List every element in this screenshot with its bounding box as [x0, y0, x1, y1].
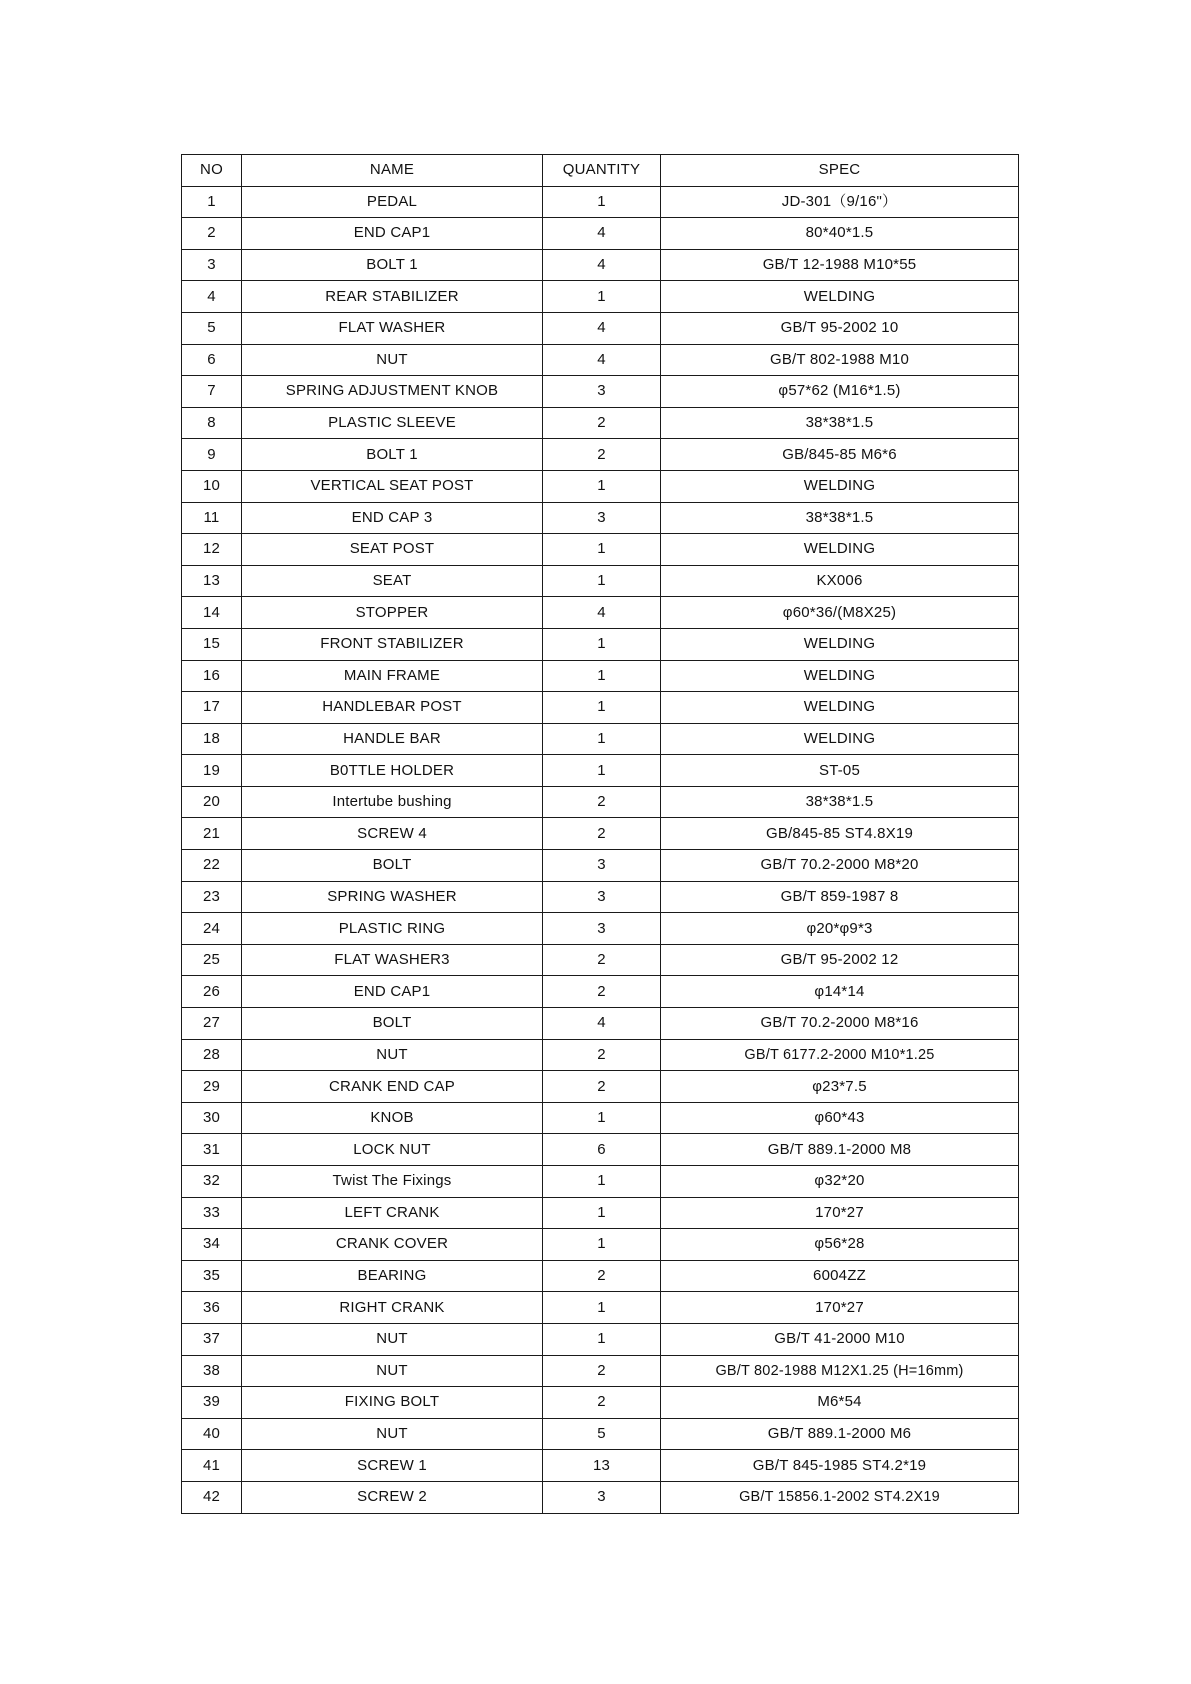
table-row	[182, 755, 1019, 787]
cell-no: 42	[182, 1481, 242, 1513]
table-row	[182, 1355, 1019, 1387]
table-row	[182, 1450, 1019, 1482]
table-row	[182, 565, 1019, 597]
table-row	[182, 470, 1019, 502]
cell-quantity: 1	[543, 628, 661, 660]
cell-name: NUT	[242, 1323, 543, 1355]
cell-quantity: 2	[543, 786, 661, 818]
cell-spec: WELDING	[661, 534, 1019, 566]
table-row	[182, 534, 1019, 566]
cell-spec: GB/T 889.1-2000 M6	[661, 1418, 1019, 1450]
cell-quantity: 3	[543, 376, 661, 408]
table-row	[182, 723, 1019, 755]
cell-spec: GB/T 95-2002 12	[661, 944, 1019, 976]
table-row	[182, 1071, 1019, 1103]
table-row	[182, 376, 1019, 408]
header-row	[182, 155, 1019, 187]
cell-quantity: 3	[543, 502, 661, 534]
cell-quantity: 1	[543, 1102, 661, 1134]
cell-name: VERTICAL SEAT POST	[242, 470, 543, 502]
cell-no: 5	[182, 312, 242, 344]
cell-quantity: 3	[543, 1481, 661, 1513]
cell-no: 39	[182, 1387, 242, 1419]
cell-name: REAR STABILIZER	[242, 281, 543, 313]
cell-name: BOLT 1	[242, 249, 543, 281]
cell-no: 38	[182, 1355, 242, 1387]
cell-no: 9	[182, 439, 242, 471]
cell-quantity: 1	[543, 470, 661, 502]
cell-spec: 38*38*1.5	[661, 407, 1019, 439]
cell-quantity: 2	[543, 1039, 661, 1071]
cell-spec: GB/T 41-2000 M10	[661, 1323, 1019, 1355]
cell-name: NUT	[242, 1355, 543, 1387]
table-row	[182, 407, 1019, 439]
cell-name: STOPPER	[242, 597, 543, 629]
header-spec: SPEC	[661, 155, 1019, 187]
parts-table-body	[182, 186, 1019, 1513]
table-row	[182, 1229, 1019, 1261]
cell-no: 16	[182, 660, 242, 692]
parts-list-sheet	[181, 154, 1018, 1514]
cell-spec: GB/T 845-1985 ST4.2*19	[661, 1450, 1019, 1482]
cell-spec: φ32*20	[661, 1166, 1019, 1198]
cell-no: 10	[182, 470, 242, 502]
cell-quantity: 13	[543, 1450, 661, 1482]
cell-no: 8	[182, 407, 242, 439]
cell-quantity: 1	[543, 723, 661, 755]
cell-quantity: 1	[543, 692, 661, 724]
cell-spec: GB/T 859-1987 8	[661, 881, 1019, 913]
table-row	[182, 1260, 1019, 1292]
cell-spec: GB/T 70.2-2000 M8*16	[661, 1008, 1019, 1040]
cell-spec: GB/T 95-2002 10	[661, 312, 1019, 344]
cell-name: SCREW 1	[242, 1450, 543, 1482]
table-row	[182, 186, 1019, 218]
cell-name: B0TTLE HOLDER	[242, 755, 543, 787]
cell-spec: GB/T 6177.2-2000 M10*1.25	[661, 1039, 1019, 1071]
table-row	[182, 913, 1019, 945]
table-row	[182, 1481, 1019, 1513]
cell-spec: φ56*28	[661, 1229, 1019, 1261]
cell-spec: GB/T 889.1-2000 M8	[661, 1134, 1019, 1166]
header-quantity: QUANTITY	[543, 155, 661, 187]
cell-no: 15	[182, 628, 242, 660]
table-row	[182, 786, 1019, 818]
cell-spec: WELDING	[661, 628, 1019, 660]
cell-no: 30	[182, 1102, 242, 1134]
cell-name: FLAT WASHER	[242, 312, 543, 344]
cell-quantity: 2	[543, 976, 661, 1008]
cell-name: SPRING WASHER	[242, 881, 543, 913]
cell-no: 17	[182, 692, 242, 724]
cell-quantity: 1	[543, 1197, 661, 1229]
cell-quantity: 4	[543, 312, 661, 344]
cell-spec: GB/T 12-1988 M10*55	[661, 249, 1019, 281]
cell-no: 37	[182, 1323, 242, 1355]
cell-name: BOLT	[242, 1008, 543, 1040]
table-row	[182, 881, 1019, 913]
cell-quantity: 2	[543, 1260, 661, 1292]
cell-spec: GB/T 15856.1-2002 ST4.2X19	[661, 1481, 1019, 1513]
cell-quantity: 2	[543, 944, 661, 976]
cell-name: NUT	[242, 1418, 543, 1450]
cell-quantity: 3	[543, 913, 661, 945]
table-row	[182, 249, 1019, 281]
cell-no: 19	[182, 755, 242, 787]
cell-quantity: 1	[543, 186, 661, 218]
cell-no: 21	[182, 818, 242, 850]
cell-name: BOLT	[242, 850, 543, 882]
cell-spec: 170*27	[661, 1292, 1019, 1324]
cell-quantity: 2	[543, 439, 661, 471]
cell-name: Twist The Fixings	[242, 1166, 543, 1198]
cell-quantity: 3	[543, 850, 661, 882]
cell-quantity: 1	[543, 660, 661, 692]
cell-quantity: 2	[543, 1071, 661, 1103]
table-row	[182, 1134, 1019, 1166]
cell-name: NUT	[242, 344, 543, 376]
table-row	[182, 976, 1019, 1008]
table-row	[182, 439, 1019, 471]
cell-name: HANDLE BAR	[242, 723, 543, 755]
cell-no: 11	[182, 502, 242, 534]
table-row	[182, 818, 1019, 850]
cell-no: 12	[182, 534, 242, 566]
cell-name: LEFT CRANK	[242, 1197, 543, 1229]
table-row	[182, 1166, 1019, 1198]
table-row	[182, 1418, 1019, 1450]
cell-name: RIGHT CRANK	[242, 1292, 543, 1324]
cell-spec: WELDING	[661, 723, 1019, 755]
cell-no: 27	[182, 1008, 242, 1040]
table-row	[182, 1039, 1019, 1071]
cell-no: 6	[182, 344, 242, 376]
cell-quantity: 4	[543, 344, 661, 376]
table-row	[182, 692, 1019, 724]
cell-name: SCREW 4	[242, 818, 543, 850]
cell-name: SCREW 2	[242, 1481, 543, 1513]
cell-no: 32	[182, 1166, 242, 1198]
cell-quantity: 1	[543, 1229, 661, 1261]
cell-no: 23	[182, 881, 242, 913]
table-row	[182, 660, 1019, 692]
cell-name: PLASTIC RING	[242, 913, 543, 945]
cell-no: 25	[182, 944, 242, 976]
cell-quantity: 1	[543, 1166, 661, 1198]
cell-name: SEAT POST	[242, 534, 543, 566]
cell-name: FRONT STABILIZER	[242, 628, 543, 660]
cell-no: 33	[182, 1197, 242, 1229]
header-name: NAME	[242, 155, 543, 187]
cell-spec: 6004ZZ	[661, 1260, 1019, 1292]
cell-no: 1	[182, 186, 242, 218]
cell-name: KNOB	[242, 1102, 543, 1134]
cell-no: 24	[182, 913, 242, 945]
cell-no: 40	[182, 1418, 242, 1450]
cell-name: CRANK END CAP	[242, 1071, 543, 1103]
cell-spec: WELDING	[661, 470, 1019, 502]
cell-quantity: 1	[543, 1323, 661, 1355]
cell-name: PEDAL	[242, 186, 543, 218]
cell-no: 2	[182, 218, 242, 250]
cell-spec: GB/845-85 M6*6	[661, 439, 1019, 471]
cell-spec: φ20*φ9*3	[661, 913, 1019, 945]
cell-name: BOLT 1	[242, 439, 543, 471]
cell-spec: φ57*62 (M16*1.5)	[661, 376, 1019, 408]
cell-quantity: 2	[543, 1387, 661, 1419]
cell-no: 36	[182, 1292, 242, 1324]
cell-name: BEARING	[242, 1260, 543, 1292]
parts-table	[181, 154, 1019, 1514]
cell-spec: JD-301（9/16"）	[661, 186, 1019, 218]
table-row	[182, 1323, 1019, 1355]
table-row	[182, 1387, 1019, 1419]
cell-name: LOCK NUT	[242, 1134, 543, 1166]
table-row	[182, 502, 1019, 534]
cell-spec: φ60*43	[661, 1102, 1019, 1134]
cell-no: 41	[182, 1450, 242, 1482]
cell-quantity: 1	[543, 281, 661, 313]
cell-quantity: 2	[543, 1355, 661, 1387]
table-row	[182, 628, 1019, 660]
cell-quantity: 5	[543, 1418, 661, 1450]
cell-no: 35	[182, 1260, 242, 1292]
cell-no: 28	[182, 1039, 242, 1071]
cell-name: Intertube bushing	[242, 786, 543, 818]
parts-table-header	[182, 155, 1019, 187]
cell-quantity: 3	[543, 881, 661, 913]
cell-name: FLAT WASHER3	[242, 944, 543, 976]
table-row	[182, 218, 1019, 250]
cell-quantity: 4	[543, 1008, 661, 1040]
cell-spec: φ23*7.5	[661, 1071, 1019, 1103]
cell-name: SEAT	[242, 565, 543, 597]
cell-no: 22	[182, 850, 242, 882]
table-row	[182, 1197, 1019, 1229]
cell-name: FIXING BOLT	[242, 1387, 543, 1419]
cell-name: NUT	[242, 1039, 543, 1071]
cell-spec: φ60*36/(M8X25)	[661, 597, 1019, 629]
table-row	[182, 281, 1019, 313]
cell-name: SPRING ADJUSTMENT KNOB	[242, 376, 543, 408]
cell-no: 31	[182, 1134, 242, 1166]
cell-spec: GB/T 70.2-2000 M8*20	[661, 850, 1019, 882]
cell-no: 18	[182, 723, 242, 755]
table-row	[182, 597, 1019, 629]
cell-spec: WELDING	[661, 660, 1019, 692]
cell-quantity: 1	[543, 1292, 661, 1324]
cell-quantity: 1	[543, 565, 661, 597]
cell-no: 4	[182, 281, 242, 313]
cell-quantity: 1	[543, 534, 661, 566]
table-row	[182, 344, 1019, 376]
cell-spec: ST-05	[661, 755, 1019, 787]
cell-spec: M6*54	[661, 1387, 1019, 1419]
cell-no: 26	[182, 976, 242, 1008]
cell-name: END CAP1	[242, 976, 543, 1008]
cell-spec: 80*40*1.5	[661, 218, 1019, 250]
cell-no: 14	[182, 597, 242, 629]
cell-spec: GB/T 802-1988 M12X1.25 (H=16mm)	[661, 1355, 1019, 1387]
table-row	[182, 1102, 1019, 1134]
cell-spec: 38*38*1.5	[661, 786, 1019, 818]
cell-quantity: 6	[543, 1134, 661, 1166]
cell-spec: 170*27	[661, 1197, 1019, 1229]
cell-name: END CAP 3	[242, 502, 543, 534]
table-row	[182, 944, 1019, 976]
cell-no: 20	[182, 786, 242, 818]
cell-spec: WELDING	[661, 281, 1019, 313]
cell-spec: KX006	[661, 565, 1019, 597]
cell-quantity: 4	[543, 218, 661, 250]
cell-quantity: 1	[543, 755, 661, 787]
cell-no: 13	[182, 565, 242, 597]
cell-spec: WELDING	[661, 692, 1019, 724]
table-row	[182, 312, 1019, 344]
cell-name: HANDLEBAR POST	[242, 692, 543, 724]
cell-spec: φ14*14	[661, 976, 1019, 1008]
cell-spec: GB/845-85 ST4.8X19	[661, 818, 1019, 850]
cell-quantity: 2	[543, 818, 661, 850]
cell-name: END CAP1	[242, 218, 543, 250]
table-row	[182, 850, 1019, 882]
cell-name: MAIN FRAME	[242, 660, 543, 692]
table-row	[182, 1008, 1019, 1040]
cell-quantity: 4	[543, 249, 661, 281]
cell-no: 3	[182, 249, 242, 281]
header-no: NO	[182, 155, 242, 187]
cell-no: 7	[182, 376, 242, 408]
cell-spec: 38*38*1.5	[661, 502, 1019, 534]
cell-quantity: 4	[543, 597, 661, 629]
cell-name: PLASTIC SLEEVE	[242, 407, 543, 439]
cell-spec: GB/T 802-1988 M10	[661, 344, 1019, 376]
cell-quantity: 2	[543, 407, 661, 439]
cell-no: 34	[182, 1229, 242, 1261]
cell-name: CRANK COVER	[242, 1229, 543, 1261]
cell-no: 29	[182, 1071, 242, 1103]
table-row	[182, 1292, 1019, 1324]
